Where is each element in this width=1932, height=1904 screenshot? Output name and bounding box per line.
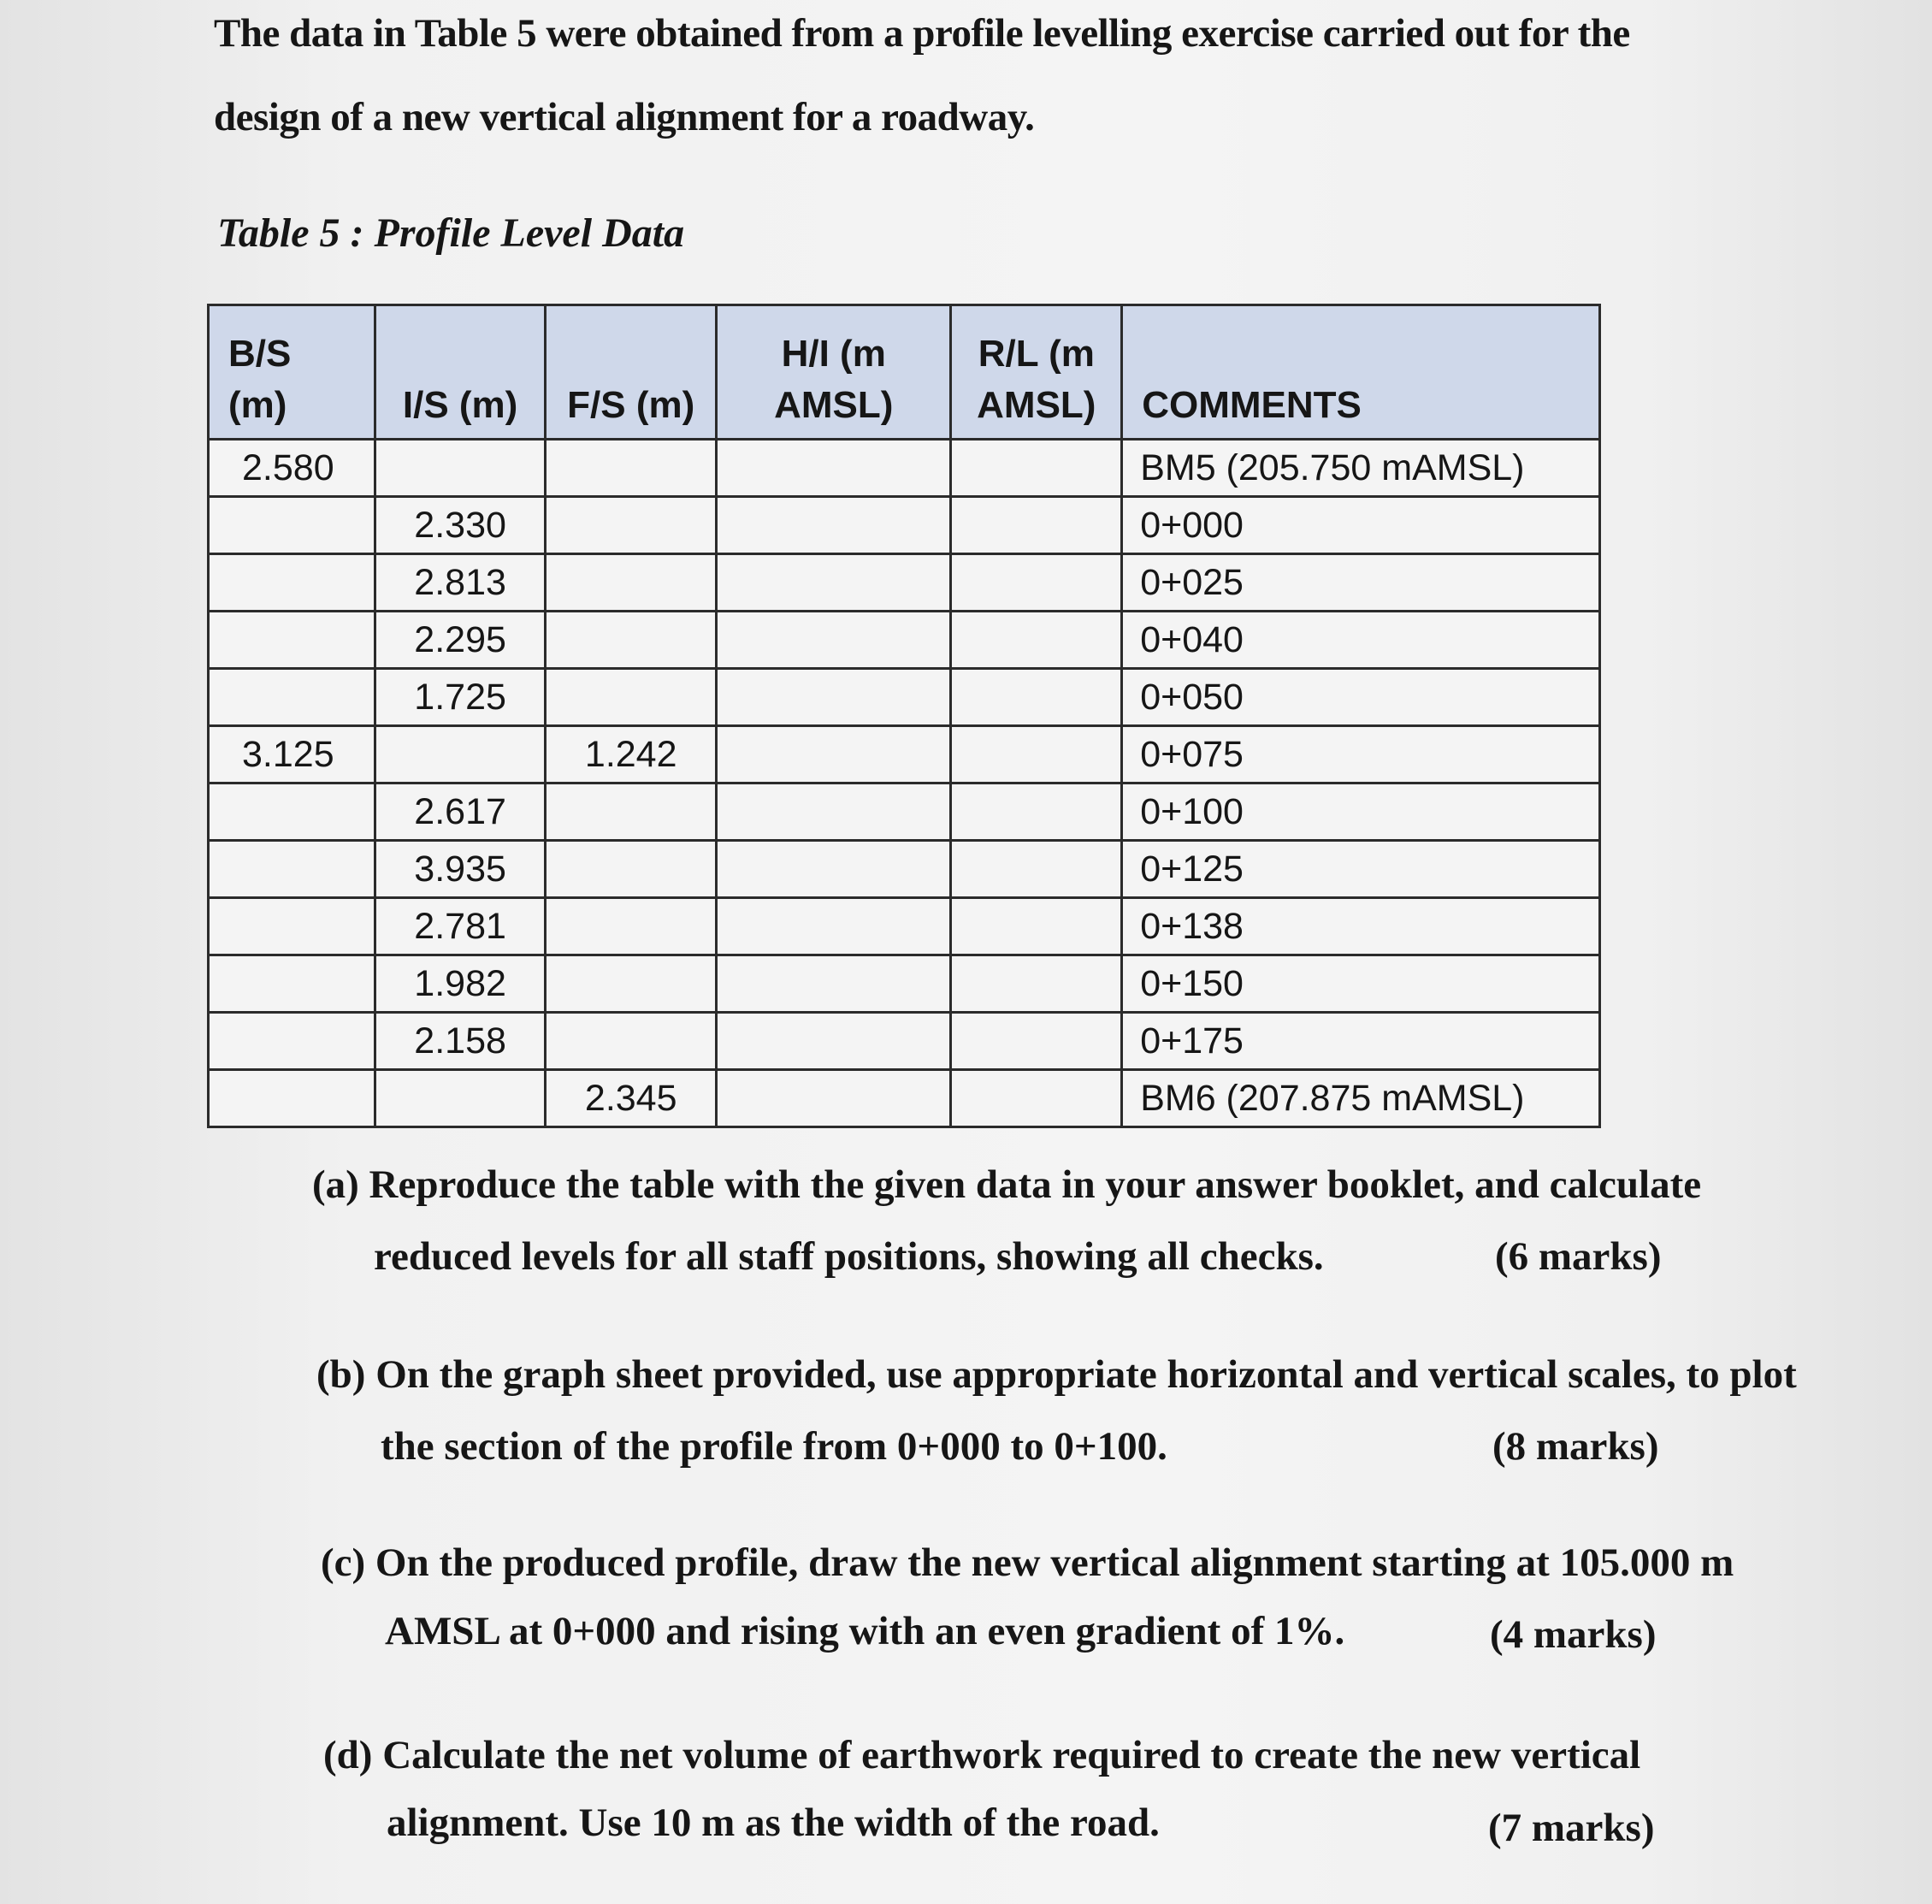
cell-bs xyxy=(209,1013,375,1070)
cell-bs xyxy=(209,1070,375,1127)
cell-rl xyxy=(951,1070,1122,1127)
cell-rl xyxy=(951,440,1122,497)
table-row xyxy=(209,841,1600,898)
table-row xyxy=(209,612,1600,669)
cell-fs: 1.242 xyxy=(546,726,717,783)
table-header-row xyxy=(209,305,1600,440)
cell-fs xyxy=(546,440,717,497)
cell-bs xyxy=(209,497,375,554)
cell-rl xyxy=(951,955,1122,1013)
header-rl-line1: R/L (m xyxy=(978,333,1095,375)
cell-rl xyxy=(951,726,1122,783)
cell-comment: BM6 (207.875 mAMSL) xyxy=(1122,1070,1600,1127)
question-c-line1: (c) On the produced profile, draw the new vertical alignment starting at 105.000 m xyxy=(321,1540,1734,1585)
cell-comment: 0+125 xyxy=(1122,841,1600,898)
cell-comment: 0+100 xyxy=(1122,783,1600,841)
cell-bs xyxy=(209,612,375,669)
table-row xyxy=(209,440,1600,497)
header-bs xyxy=(209,305,375,440)
question-d-marks: (7 marks) xyxy=(1488,1806,1655,1850)
question-d-line2: alignment. Use 10 m as the width of the road. xyxy=(387,1801,1160,1845)
question-c-line2: AMSL at 0+000 and rising with an even gradient of 1%. xyxy=(385,1609,1345,1653)
table-row xyxy=(209,669,1600,726)
cell-fs xyxy=(546,612,717,669)
profile-level-table xyxy=(207,304,1601,1128)
table-row xyxy=(209,554,1600,612)
question-c-marks: (4 marks) xyxy=(1490,1612,1657,1657)
cell-hi xyxy=(717,1070,951,1127)
cell-rl xyxy=(951,898,1122,955)
cell-fs xyxy=(546,841,717,898)
question-b-line1: (b) On the graph sheet provided, use appropriate horizontal and vertical scales, to plot xyxy=(316,1352,1797,1397)
cell-bs xyxy=(209,955,375,1013)
question-a-marks: (6 marks) xyxy=(1495,1234,1662,1279)
cell-rl xyxy=(951,841,1122,898)
header-hi xyxy=(717,305,951,440)
cell-fs xyxy=(546,669,717,726)
cell-rl xyxy=(951,554,1122,612)
cell-fs xyxy=(546,898,717,955)
table-row xyxy=(209,1070,1600,1127)
intro-line-1: The data in Table 5 were obtained from a profile levelling exercise carried out for the xyxy=(214,11,1630,56)
table-row xyxy=(209,497,1600,554)
cell-fs xyxy=(546,955,717,1013)
cell-hi xyxy=(717,726,951,783)
cell-is: 2.617 xyxy=(375,783,546,841)
cell-is: 3.935 xyxy=(375,841,546,898)
cell-rl xyxy=(951,669,1122,726)
question-b-marks: (8 marks) xyxy=(1492,1424,1659,1469)
intro-line-2: design of a new vertical alignment for a roadway. xyxy=(214,95,1035,139)
cell-comment: 0+150 xyxy=(1122,955,1600,1013)
table-row xyxy=(209,955,1600,1013)
question-a-line1: (a) Reproduce the table with the given data in your answer booklet, and calculate xyxy=(312,1162,1702,1207)
header-hi-line2: AMSL) xyxy=(774,384,894,426)
cell-comment: BM5 (205.750 mAMSL) xyxy=(1122,440,1600,497)
header-fs: F/S (m) xyxy=(546,305,717,440)
cell-comment: 0+175 xyxy=(1122,1013,1600,1070)
header-comments: COMMENTS xyxy=(1122,305,1600,440)
table-caption: Table 5 : Profile Level Data xyxy=(217,210,685,256)
header-rl-line2: AMSL) xyxy=(977,384,1096,426)
cell-comment: 0+138 xyxy=(1122,898,1600,955)
cell-hi xyxy=(717,841,951,898)
cell-is: 2.295 xyxy=(375,612,546,669)
cell-hi xyxy=(717,955,951,1013)
cell-fs xyxy=(546,497,717,554)
cell-rl xyxy=(951,612,1122,669)
cell-bs xyxy=(209,783,375,841)
cell-comment: 0+000 xyxy=(1122,497,1600,554)
cell-is: 2.158 xyxy=(375,1013,546,1070)
cell-bs xyxy=(209,898,375,955)
header-hi-line1: H/I (m xyxy=(781,333,886,375)
header-bs-line2: (m) xyxy=(228,384,287,426)
header-bs-line1: B/S xyxy=(228,333,292,375)
cell-rl xyxy=(951,783,1122,841)
cell-is xyxy=(375,726,546,783)
cell-bs xyxy=(209,841,375,898)
cell-hi xyxy=(717,497,951,554)
cell-fs xyxy=(546,554,717,612)
cell-is xyxy=(375,1070,546,1127)
cell-is: 2.781 xyxy=(375,898,546,955)
cell-rl xyxy=(951,1013,1122,1070)
cell-is: 1.725 xyxy=(375,669,546,726)
cell-hi xyxy=(717,783,951,841)
question-a-line2: reduced levels for all staff positions, showing all checks. xyxy=(374,1234,1324,1279)
cell-rl xyxy=(951,497,1122,554)
cell-hi xyxy=(717,440,951,497)
cell-hi xyxy=(717,669,951,726)
cell-bs: 3.125 xyxy=(209,726,375,783)
cell-is: 2.813 xyxy=(375,554,546,612)
cell-hi xyxy=(717,612,951,669)
cell-bs xyxy=(209,554,375,612)
cell-is: 1.982 xyxy=(375,955,546,1013)
cell-is xyxy=(375,440,546,497)
table-row xyxy=(209,726,1600,783)
cell-fs xyxy=(546,1013,717,1070)
cell-fs xyxy=(546,783,717,841)
cell-fs: 2.345 xyxy=(546,1070,717,1127)
cell-bs: 2.580 xyxy=(209,440,375,497)
cell-hi xyxy=(717,1013,951,1070)
cell-is: 2.330 xyxy=(375,497,546,554)
cell-bs xyxy=(209,669,375,726)
cell-comment: 0+050 xyxy=(1122,669,1600,726)
question-b-line2: the section of the profile from 0+000 to 0+100. xyxy=(381,1424,1167,1469)
cell-hi xyxy=(717,898,951,955)
question-d-line1: (d) Calculate the net volume of earthwork required to create the new vertical xyxy=(323,1733,1641,1777)
cell-comment: 0+025 xyxy=(1122,554,1600,612)
cell-comment: 0+075 xyxy=(1122,726,1600,783)
cell-hi xyxy=(717,554,951,612)
table-row xyxy=(209,898,1600,955)
table-row xyxy=(209,1013,1600,1070)
table-row xyxy=(209,783,1600,841)
header-rl xyxy=(951,305,1122,440)
header-is: I/S (m) xyxy=(375,305,546,440)
cell-comment: 0+040 xyxy=(1122,612,1600,669)
